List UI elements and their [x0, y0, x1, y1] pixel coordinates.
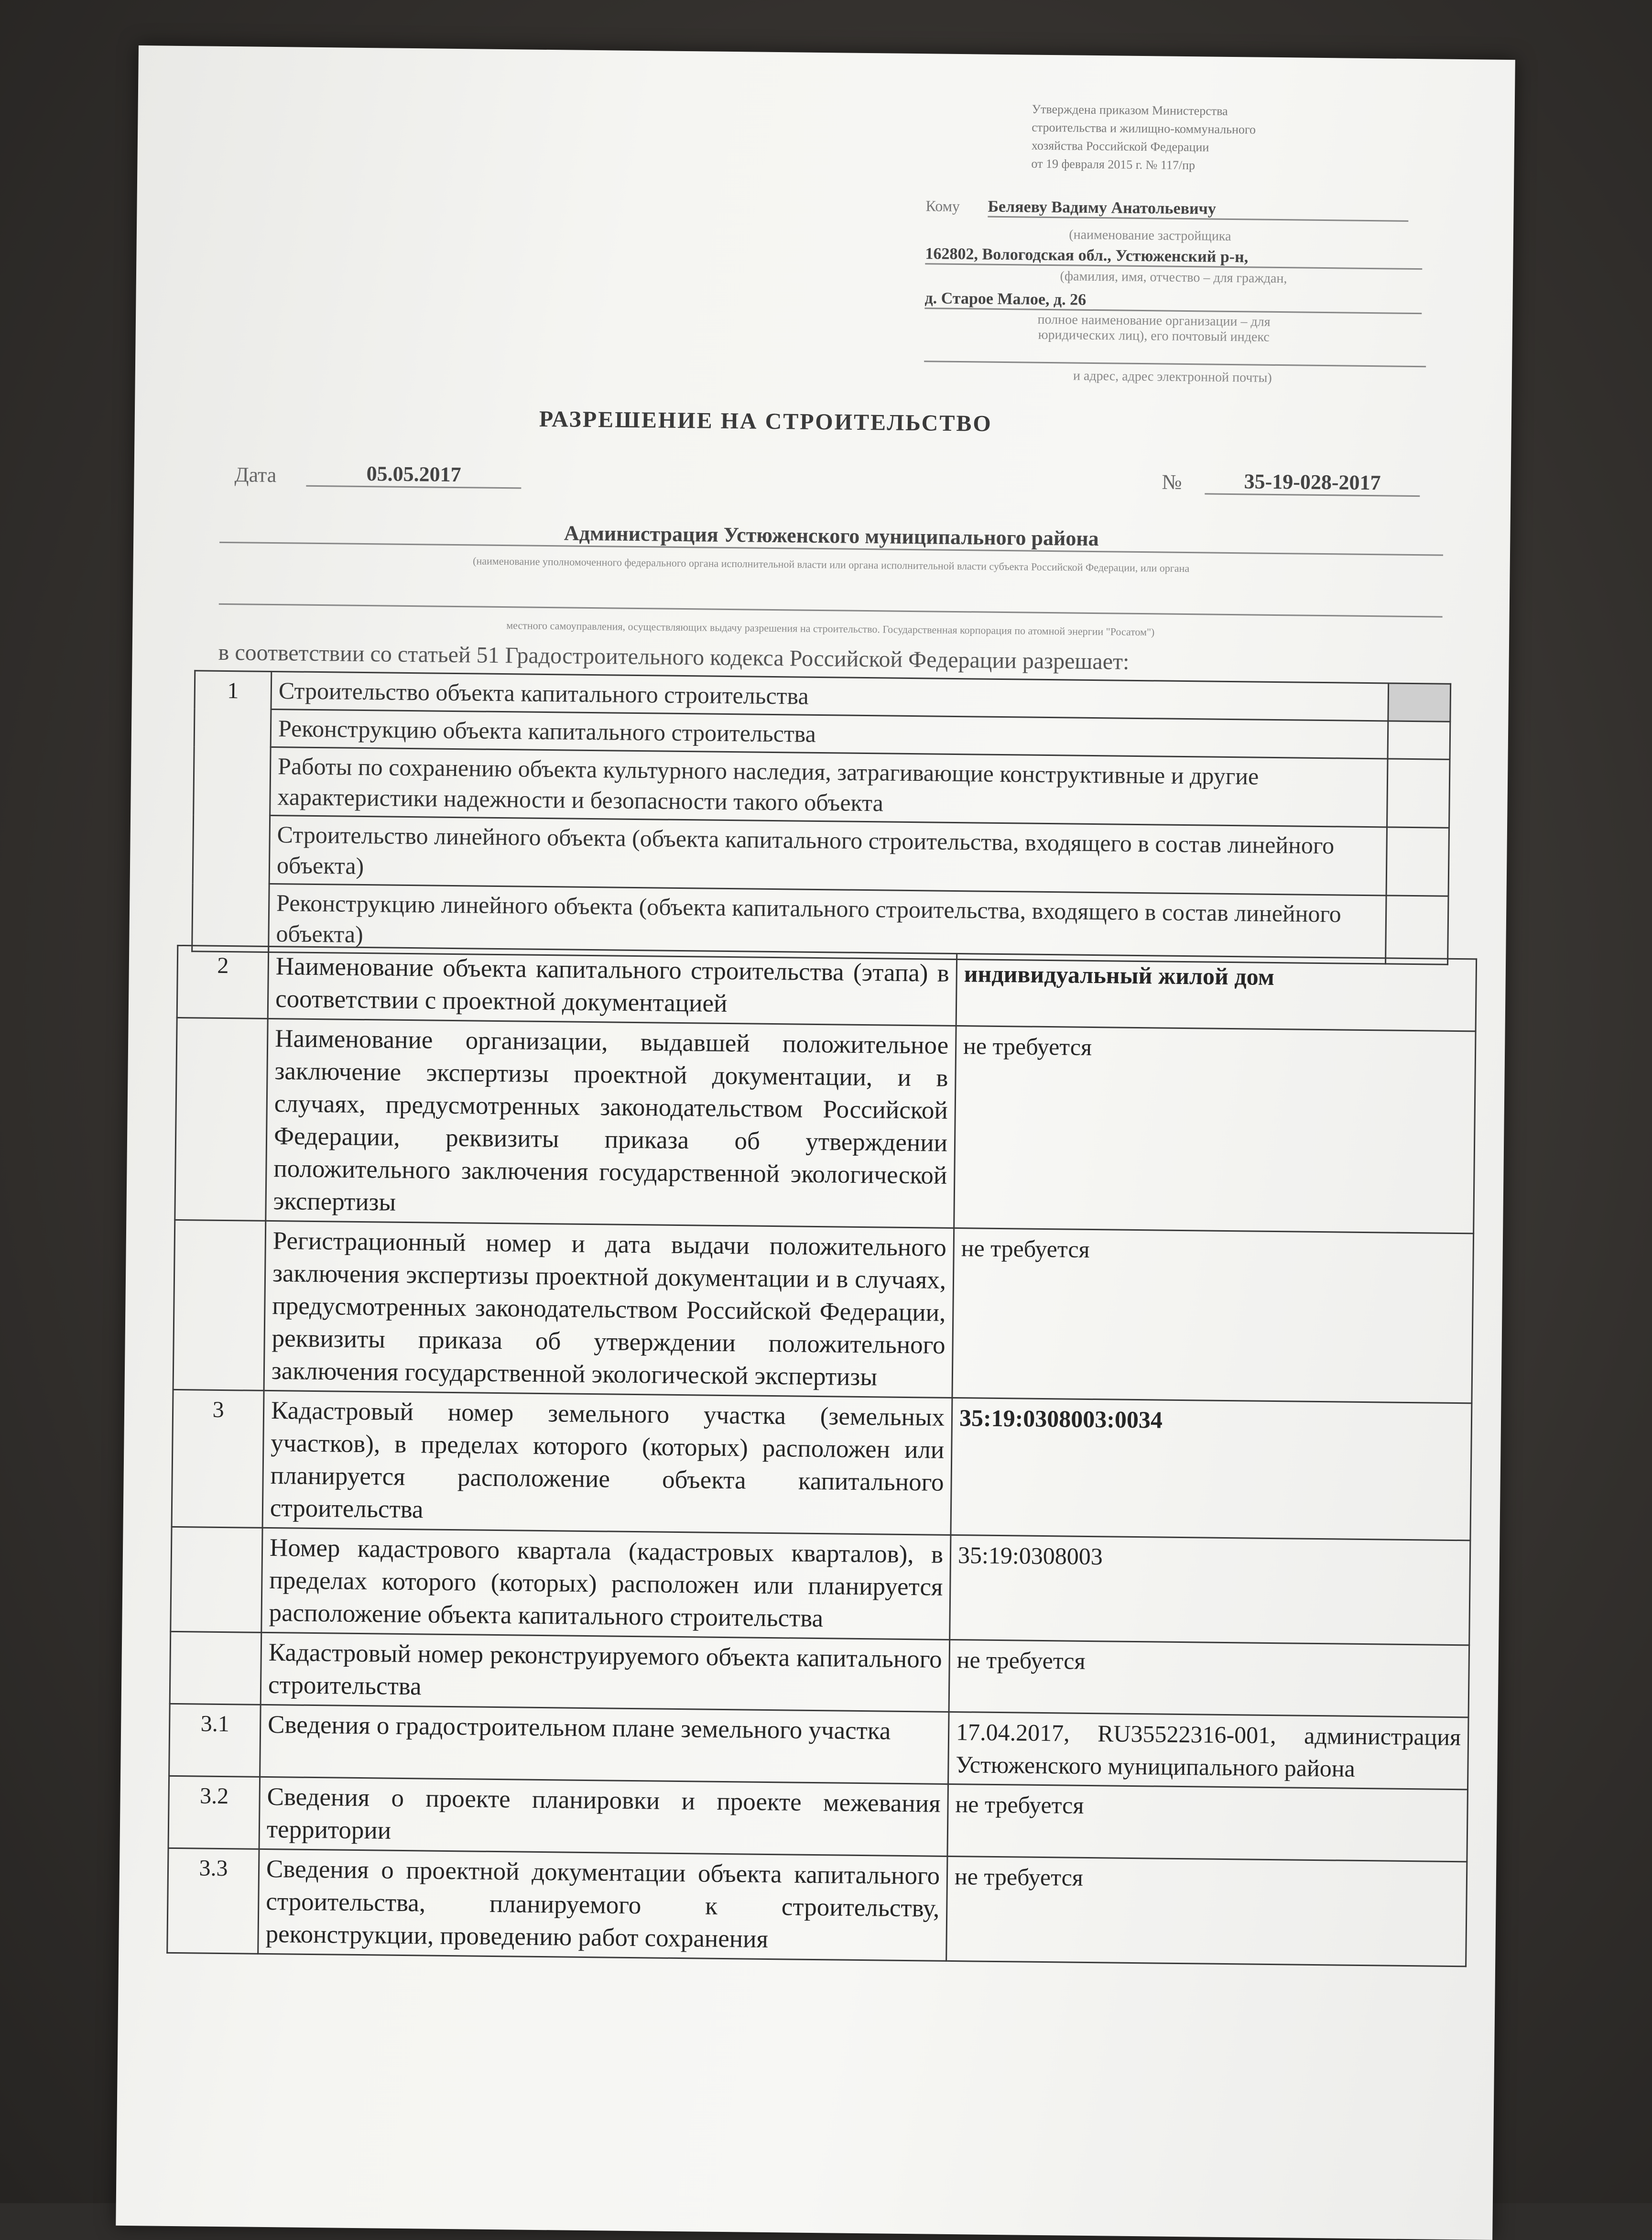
row-number: 3.2 [168, 1776, 260, 1849]
table-row [194, 746, 1450, 828]
row-value: не требуется [954, 1026, 1476, 1234]
row-value: не требуется [946, 1856, 1467, 1966]
authority-name: Администрация Устюженского муниципального района [219, 517, 1443, 556]
table-row [169, 1704, 1468, 1789]
caption-org-2: юридических лиц), его почтовый индекс [1038, 327, 1270, 345]
authority-blank-line [219, 579, 1443, 618]
row-label: Регистрационный номер и дата выдачи положительного заключения экспертизы проектной документации и в случаях, предусмотренных законодательством Российской Федерации, реквизиты приказа об утверждении положительного заключения государственной экологической экспертизы [264, 1221, 954, 1398]
table-row [193, 815, 1449, 896]
recipient-address-1: 162802, Вологодская обл., Устюженский р-н, [925, 245, 1422, 270]
row-value: не требуется [952, 1228, 1474, 1403]
document-page [116, 45, 1515, 2240]
row-value: 35:19:0308003 [950, 1535, 1470, 1645]
caption-fio: (фамилия, имя, отчество – для граждан, [1060, 269, 1287, 286]
intro-text: в соответствии со статьей 51 Градостроительного кодекса Российской Федерации разрешает: [218, 639, 1130, 675]
caption-developer: (наименование застройщика [1069, 227, 1231, 244]
row-label: Сведения о градостроительном плане земельного участка [260, 1705, 949, 1784]
option-new-construction: Строительство объекта капитального строительства [271, 671, 1389, 721]
row-value: не требуется [949, 1639, 1469, 1717]
option-linear-reconstruction: Реконструкцию линейного объекта (объекта капитального строительства, входящего в состав линейного объекта) [269, 884, 1386, 963]
approval-line: строительства и жилищно-коммунального [1032, 120, 1256, 137]
approval-line: хозяйства Российской Федерации [1031, 138, 1209, 154]
table-row [168, 1776, 1467, 1861]
table-row [173, 1220, 1474, 1403]
caption-org-1: полное наименование организации – для [1037, 312, 1271, 329]
date-value: 05.05.2017 [306, 461, 522, 489]
table-row [167, 1848, 1467, 1966]
table-row [175, 1017, 1476, 1233]
row-label: Сведения о проекте планировки и проекте межевания территории [259, 1777, 948, 1856]
option-reconstruction: Реконструкцию объекта капитального строительства [271, 709, 1388, 758]
row-label: Сведения о проектной документации объекта капитального строительства, планируемого к строительству, реконструкции, проведению работ сохранения [258, 1849, 947, 1961]
row-value: 35:19:0308003:0034 [951, 1398, 1472, 1540]
row-number [171, 1527, 262, 1632]
authority-caption-1: (наименование уполномоченного федерального органа исполнительной власти или органа исполнительной власти субъекта Российской Федерации, или органа [473, 555, 1190, 575]
row-number: 2 [177, 945, 269, 1018]
recipient-address-2: д. Старое Малое, д. 26 [924, 289, 1422, 314]
caption-email: и адрес, адрес электронной почты) [1073, 368, 1272, 385]
approval-line: Утверждена приказом Министерства [1032, 102, 1228, 118]
option-heritage-works: Работы по сохранению объекта культурного наследия, затрагивающие конструктивные и другие характеристики надежности и безопасности такого объекта [270, 747, 1388, 827]
checkbox-empty [1386, 827, 1449, 896]
recipient-block [924, 197, 1423, 387]
page-title: РАЗРЕШЕНИЕ НА СТРОИТЕЛЬСТВО [539, 406, 993, 437]
permit-details-table [166, 945, 1477, 1967]
recipient-to-label: Кому [925, 197, 960, 215]
checkbox-mark [1388, 683, 1451, 721]
checkbox-empty [1388, 721, 1450, 759]
checkbox-empty [1386, 896, 1448, 964]
row-label: Кадастровый номер земельного участка (земельных участков), в пределах которого (которых) расположен или планируется расположение объекта капитального строительства [262, 1390, 952, 1535]
row-number: 3.3 [167, 1848, 259, 1954]
row-number: 1 [192, 671, 272, 952]
row-label: Наименование организации, выдавшей положительное заключение экспертизы проектной документации, и в случаях, предусмотренных законодательством Российской Федерации, реквизиты приказа об утверждении положительного заключения государственной экологической экспертизы [266, 1018, 956, 1228]
recipient-name: Беляеву Вадиму Анатольевичу [988, 198, 1408, 222]
row-label: Кадастровый номер реконструируемого объекта капитального строительства [261, 1632, 950, 1712]
row-number [173, 1220, 266, 1390]
row-value: не требуется [947, 1784, 1468, 1861]
row-number [170, 1631, 261, 1705]
recipient-blank-line [924, 341, 1426, 367]
row-value: 17.04.2017, RU35522316-001, администрация Устюженского муниципального района [948, 1712, 1469, 1789]
approval-line: от 19 февраля 2015 г. № 117/пр [1031, 156, 1196, 173]
table-row [172, 1389, 1472, 1540]
row-number [175, 1017, 268, 1221]
date-label: Дата [234, 463, 277, 487]
authority-caption-2: местного самоуправления, осуществляющих выдачу разрешения на строительство. Государственная корпорация по атомной энергии "Росатом") [506, 619, 1155, 638]
checkbox-empty [1387, 759, 1450, 828]
number-label: № [1162, 470, 1182, 494]
row-value: индивидуальный жилой дом [956, 954, 1477, 1031]
approval-note [1031, 100, 1367, 176]
table-row [171, 1527, 1470, 1645]
table-row [170, 1631, 1469, 1717]
row-label: Номер кадастрового квартала (кадастровых кварталов), в пределах которого (которых) расположен или планируется расположение объекта капитального строительства [261, 1528, 951, 1639]
number-value: 35-19-028-2017 [1205, 469, 1420, 497]
row-number: 3 [172, 1389, 264, 1528]
permit-section-1-table [191, 670, 1451, 965]
table-row [177, 945, 1476, 1031]
row-number: 3.1 [169, 1704, 261, 1777]
row-label: Наименование объекта капитального строительства (этапа) в соответствии с проектной документацией [268, 946, 957, 1026]
option-linear-construction: Строительство линейного объекта (объекта капитального строительства, входящего в состав линейного объекта) [269, 815, 1387, 895]
